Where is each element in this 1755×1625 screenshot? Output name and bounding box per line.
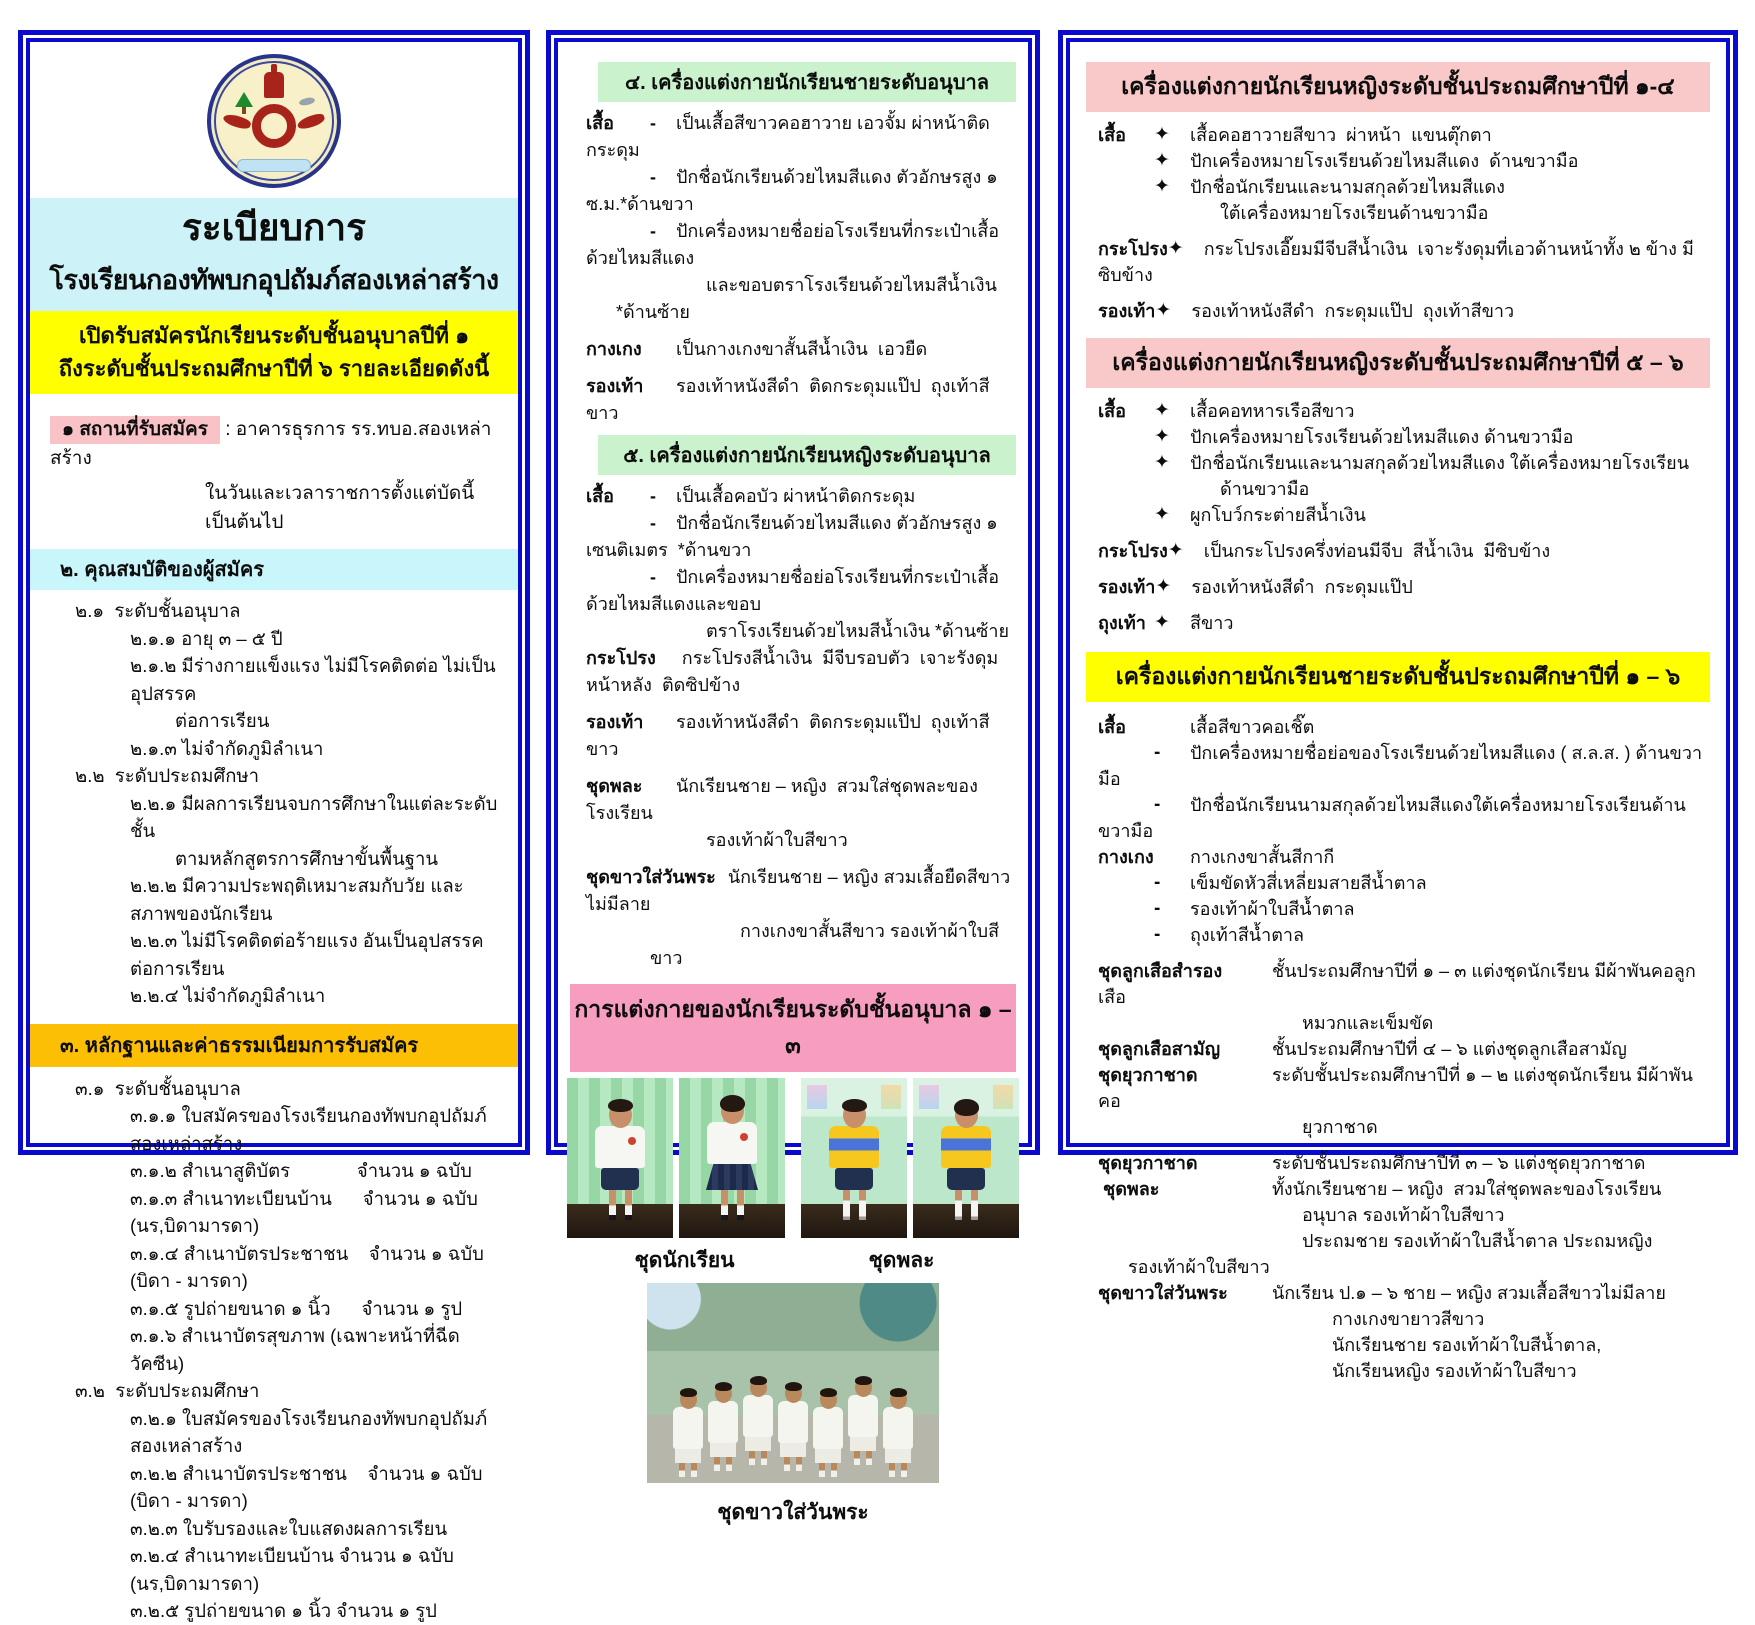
text-line: ชุดลูกเสือสำรอง ชั้นประถมศึกษาปีที่ ๑ – ๓ แต่งชุดนักเรียน มีผ้าพันคอลูกเสือ: [1098, 961, 1696, 1007]
logo-left-flourish: [222, 112, 252, 131]
text-line: ๓.๒.๓ ใบรับรองและใบแสดงผลการเรียน: [130, 1517, 448, 1539]
text-line: ๓.๑.๕ รูปถ่ายขนาด ๑ นิ้ว จำนวน ๑ รูป: [130, 1297, 463, 1319]
text-line: - เข็มขัดหัวสี่เหลี่ยมสายสีน้ำตาล: [1154, 872, 1427, 893]
section2-qualifications-list: [50, 597, 498, 1010]
kid-figure-boy-uniform: [595, 1102, 645, 1220]
announcement-line1: เปิดรับสมัครนักเรียนระดับชั้นอนุบาลปีที่ ๑: [78, 323, 470, 349]
kid-head: [843, 1102, 866, 1128]
kid-shirt: [707, 1122, 757, 1164]
text-line: ๓.๑.๓ สำเนาทะเบียนบ้าน จำนวน ๑ ฉบับ (นร,บิดามารดา): [130, 1187, 483, 1237]
section1-value2: ในวันและเวลาราชการตั้งแต่บัดนี้เป็นต้นไป: [205, 483, 475, 533]
section5-girl-kindergarten-list: [570, 483, 1016, 972]
text-line: กางเกง กางเกงขาสั้นสีกากี: [1098, 847, 1335, 867]
text-line: ตราโรงเรียนด้วยไหมสีน้ำเงิน *ด้านซ้าย: [706, 621, 1010, 641]
text-line: กางเกง เป็นกางเกงขาสั้นสีน้ำเงิน เอวยืด: [586, 339, 928, 359]
text-line: ๓.๑ ระดับชั้นอนุบาล: [75, 1077, 241, 1099]
section4-header: ๔. เครื่องแต่งกายนักเรียนชายระดับอนุบาล: [598, 62, 1016, 102]
logo-tree-icon: [235, 92, 253, 107]
caption-white-dress: ชุดขาวใส่วันพระ: [717, 1501, 869, 1524]
photo-school-uniform-boy: [567, 1078, 673, 1238]
text-line: กางเกงขาสั้นสีขาว รองเท้าผ้าใบสีขาว: [650, 921, 1000, 968]
logo-ring-ornament: [252, 104, 296, 148]
text-line: ชุดพละ นักเรียนชาย – หญิง สวมใส่ชุดพละของโรงเรียน: [586, 776, 978, 823]
text-line: เสื้อ ✦ เสื้อคอทหารเรือสีขาว: [1098, 400, 1355, 421]
kid-head: [609, 1102, 632, 1128]
text-line: - ปักชื่อนักเรียนด้วยไหมสีแดง ตัวอักษรสูง ๑ ซ.ม.*ด้านขวา: [586, 167, 1003, 214]
text-line: ถุงเท้า ✦ สีขาว: [1098, 612, 1234, 633]
kid-skirt: [706, 1164, 758, 1190]
kid-head: [721, 1098, 744, 1124]
kid-figure-boy-sport: [829, 1102, 879, 1220]
logo-crown-icon: [264, 72, 284, 98]
text-line: ✦ ปักชื่อนักเรียนและนามสกุลด้วยไหมสีแดง ใต้เครื่องหมายโรงเรียน: [1154, 452, 1690, 473]
logo-ribbon: [237, 159, 311, 172]
kid-sport-shirt: [829, 1126, 879, 1168]
text-line: รองเท้า รองเท้าหนังสีดำ ติดกระดุมแป๊ป ถุงเท้าสีขาว: [586, 376, 990, 423]
girls-p1-4-header: เครื่องแต่งกายนักเรียนหญิงระดับชั้นประถมศึกษาปีที่ ๑-๔: [1086, 62, 1710, 112]
text-line: หมวกและเข็มขัด: [1302, 1013, 1434, 1033]
text-line: กระโปรง✦ กระโปรงเอี๊ยมมีจีบสีน้ำเงิน เจาะรังดุมที่เอวด้านหน้าทั้ง ๒ ข้าง มีซิบข้าง: [1098, 238, 1694, 285]
text-line: รองเท้า✦ รองเท้าหนังสีดำ กระดุมแป๊ป ถุงเท้าสีขาว: [1098, 300, 1515, 321]
announcement-line2: ถึงระดับชั้นประถมศึกษาปีที่ ๖ รายละเอียดดังนี้: [58, 356, 490, 382]
text-line: - ปักชื่อนักเรียนด้วยไหมสีแดง ตัวอักษรสูง ๑ เซนติเมตร *ด้านขวา: [586, 513, 1003, 560]
logo-wrap: [50, 54, 498, 190]
text-line: ชุดพละ ทั้งนักเรียนชาย – หญิง สวมใส่ชุดพละของโรงเรียน: [1098, 1179, 1662, 1199]
school-name: โรงเรียนกองทัพบกอุปถัมภ์สองเหล่าสร้าง: [49, 265, 499, 296]
title-band: [30, 198, 518, 311]
kid-figure-girl-uniform: [706, 1098, 758, 1220]
kindergarten-dress-banner: การแต่งกายของนักเรียนระดับชั้นอนุบาล ๑ – ๓: [570, 984, 1016, 1072]
text-line: ๒.๒ ระดับประถมศึกษา: [75, 765, 259, 787]
text-line: ชุดลูกเสือสามัญ ชั้นประถมศึกษาปีที่ ๔ – ๖ แต่งชุดลูกเสือสามัญ: [1098, 1039, 1627, 1059]
text-line: เสื้อ ✦ เสื้อคอฮาวายสีขาว ผ่าหน้า แขนตุ๊กตา: [1098, 124, 1492, 145]
photo-white-dress-group: [647, 1283, 939, 1483]
text-line: ยุวกาชาด: [1302, 1117, 1378, 1137]
right-panel-inner: [1066, 38, 1730, 1381]
text-line: เสื้อ เสื้อสีขาวคอเชิ๊ต: [1098, 717, 1315, 737]
text-line: ด้านขวามือ: [1220, 479, 1310, 499]
kid-legs: [955, 1190, 978, 1220]
uniform-photo-row: [570, 1078, 1016, 1238]
kid-sport-shirt: [941, 1126, 991, 1168]
section1-label: ๑ สถานที่รับสมัคร: [50, 416, 220, 444]
special-uniform-list: [1086, 958, 1710, 1384]
text-line: รองเท้า✦ รองเท้าหนังสีดำ กระดุมแป๊ป: [1098, 576, 1413, 597]
text-line: ✦ ปักเครื่องหมายโรงเรียนด้วยไหมสีแดง ด้านขวามือ: [1154, 426, 1574, 447]
text-line: นักเรียนหญิง รองเท้าผ้าใบสีขาว: [1332, 1361, 1577, 1381]
girls-p1-4-list: [1086, 122, 1710, 324]
logo-right-flourish: [296, 112, 326, 131]
kid-shorts: [947, 1168, 985, 1190]
text-line: ๓.๒.๔ สำเนาทะเบียนบ้าน จำนวน ๑ ฉบับ (นร,บิดามารดา): [130, 1545, 460, 1594]
text-line: ต่อการเรียน: [175, 710, 270, 732]
section3-header: ๓. หลักฐานและค่าธรรมเนียมการรับสมัคร: [30, 1024, 518, 1067]
text-line: ๓.๑.๑ ใบสมัครของโรงเรียนกองทัพบกอุปถัมภ์สองเหล่าสร้าง: [130, 1105, 487, 1154]
text-line: ชุดขาวใส่วันพระ นักเรียนชาย – หญิง สวมเสื้อยืดสีขาวไม่มีลาย: [586, 867, 1011, 914]
section-application-place: [50, 416, 498, 537]
text-line: ๒.๑ ระดับชั้นอนุบาล: [75, 600, 241, 622]
text-line: - ถุงเท้าสีน้ำตาล: [1154, 924, 1305, 945]
section1-value: : อาคารธุรการ รร.ทบอ.สองเหล่าสร้าง: [50, 419, 492, 469]
text-line: - ปักเครื่องหมายชื่อย่อโรงเรียนที่กระเป๋าเสื้อด้วยไหมสีแดง: [586, 221, 1000, 268]
text-line: ✦ ผูกโบว์กระต่ายสีน้ำเงิน: [1154, 504, 1366, 525]
text-line: - รองเท้าผ้าใบสีน้ำตาล: [1154, 898, 1355, 919]
left-panel-inner: [26, 38, 522, 1622]
text-line: ชุดยุวกาชาด ระดับชั้นประถมศึกษาปีที่ ๓ – ๖ แต่งชุดยุวกาชาด: [1098, 1153, 1646, 1173]
text-line: ๓.๒ ระดับประถมศึกษา: [75, 1380, 260, 1402]
text-line: ๒.๒.๓ ไม่มีโรคติดต่อร้ายแรง อันเป็นอุปสรรคต่อการเรียน: [130, 930, 484, 979]
text-line: - ปักชื่อนักเรียนนามสกุลด้วยไหมสีแดงใต้เครื่องหมายโรงเรียนด้านขวามือ: [1098, 794, 1686, 841]
text-line: ๓.๑.๔ สำเนาบัตรประชาชน จำนวน ๑ ฉบับ (บิดา - มารดา): [130, 1242, 490, 1292]
school-logo: [207, 54, 341, 188]
text-line: - ปักเครื่องหมายชื่อย่อของโรงเรียนด้วยไหมสีแดง ( ส.ล.ส. ) ด้านขวามือ: [1098, 742, 1703, 789]
section5-header: ๕. เครื่องแต่งกายนักเรียนหญิงระดับอนุบาล: [598, 435, 1016, 475]
text-line: รองเท้า รองเท้าหนังสีดำ ติดกระดุมแป๊ป ถุงเท้าสีขาว: [586, 712, 990, 759]
text-line: และขอบตราโรงเรียนด้วยไหมสีน้ำเงิน *ด้านซ้าย: [616, 275, 1002, 322]
page-title: ระเบียบการ: [181, 207, 367, 248]
girls-p5-6-list: [1086, 398, 1710, 636]
text-line: เสื้อ - เป็นเสื้อคอบัว ผ่าหน้าติดกระดุม: [586, 486, 916, 506]
logo-tree-trunk: [242, 107, 246, 114]
photo-sport-uniform-girl: [913, 1078, 1019, 1238]
photo-school-uniform-girl: [679, 1078, 785, 1238]
text-line: กระโปรง กระโปรงสีน้ำเงิน มีจีบรอบตัว เจาะรังดุมหน้าหลัง ติดซิปข้าง: [586, 648, 999, 695]
right-panel: [1058, 30, 1738, 1381]
text-line: ใต้เครื่องหมายโรงเรียนด้านขวามือ: [1220, 203, 1489, 223]
middle-panel-inner: [554, 38, 1032, 1524]
boys-p1-6-header: เครื่องแต่งกายนักเรียนชายระดับชั้นประถมศึกษาปีที่ ๑ – ๖: [1086, 652, 1710, 702]
text-line: ประถมชาย รองเท้าผ้าใบสีน้ำตาล ประถมหญิง รองเท้าผ้าใบสีขาว: [1128, 1231, 1658, 1277]
photo-sport-uniform-boy: [801, 1078, 907, 1238]
text-line: ๒.๑.๓ ไม่จำกัดภูมิลำเนา: [130, 737, 324, 759]
text-line: อนุบาล รองเท้าผ้าใบสีขาว: [1302, 1205, 1505, 1225]
section4-boy-kindergarten-list: [570, 110, 1016, 427]
text-line: ๓.๑.๖ สำเนาบัตรสุขภาพ (เฉพาะหน้าที่ฉีดวัคซีน): [130, 1325, 460, 1374]
section2-header: ๒. คุณสมบัติของผู้สมัคร: [30, 549, 518, 590]
group-kids: [647, 1378, 939, 1477]
text-line: ๒.๑.๒ มีร่างกายแข็งแรง ไม่มีโรคติดต่อ ไม่เป็นอุปสรรค: [130, 655, 496, 704]
logo-bird-icon: [298, 96, 315, 106]
left-panel: [18, 30, 530, 1622]
kid-shorts: [601, 1168, 639, 1190]
kid-shorts: [835, 1168, 873, 1190]
middle-panel: [546, 30, 1040, 1524]
text-line: ๒.๑.๑ อายุ ๓ – ๕ ปี: [130, 627, 283, 649]
text-line: ✦ ปักเครื่องหมายโรงเรียนด้วยไหมสีแดง ด้านขวามือ: [1154, 150, 1579, 171]
text-line: กางเกงขายาวสีขาว: [1332, 1309, 1485, 1329]
text-line: รองเท้าผ้าใบสีขาว: [706, 830, 848, 850]
text-line: ๒.๒.๒ มีความประพฤติเหมาะสมกับวัย และสภาพของนักเรียน: [130, 875, 464, 924]
group-photo-wrap: [570, 1283, 1016, 1529]
text-line: ๓.๒.๑ ใบสมัครของโรงเรียนกองทัพบกอุปถัมภ์สองเหล่าสร้าง: [130, 1407, 488, 1457]
photo-captions: [576, 1244, 1010, 1277]
girls-p5-6-header: เครื่องแต่งกายนักเรียนหญิงระดับชั้นประถมศึกษาปีที่ ๕ – ๖: [1086, 338, 1710, 388]
caption-school-uniform: ชุดนักเรียน: [634, 1249, 735, 1272]
text-line: เสื้อ - เป็นเสื้อสีขาวคอฮาวาย เอวจั้ม ผ่าหน้าติดกระดุม: [586, 113, 990, 160]
boys-p1-6-list: [1086, 714, 1710, 948]
text-line: ✦ ปักชื่อนักเรียนและนามสกุลด้วยไหมสีแดง: [1154, 176, 1505, 197]
kid-head: [955, 1102, 978, 1128]
text-line: นักเรียนชาย รองเท้าผ้าใบสีน้ำตาล,: [1332, 1335, 1602, 1355]
text-line: ๒.๒.๔ ไม่จำกัดภูมิลำเนา: [130, 985, 326, 1007]
text-line: - ปักเครื่องหมายชื่อย่อโรงเรียนที่กระเป๋าเสื้อด้วยไหมสีแดงและขอบ: [586, 567, 1000, 614]
kid-legs: [609, 1190, 632, 1220]
text-line: ๓.๒.๕ รูปถ่ายขนาด ๑ นิ้ว จำนวน ๑ รูป: [130, 1600, 437, 1622]
kid-shirt: [595, 1126, 645, 1168]
kid-figure-girl-sport: [941, 1102, 991, 1220]
text-line: ตามหลักสูตรการศึกษาขั้นพื้นฐาน: [175, 847, 439, 869]
text-line: ๓.๑.๒ สำเนาสูติบัตร จำนวน ๑ ฉบับ: [130, 1160, 472, 1182]
caption-sport-uniform: ชุดพละ: [868, 1249, 935, 1272]
text-line: ๒.๒.๑ มีผลการเรียนจบการศึกษาในแต่ละระดับชั้น: [130, 792, 498, 842]
section3-documents-list: [50, 1075, 498, 1625]
special-uniform-list-wrap: [1086, 958, 1710, 1384]
text-line: ๓.๒.๒ สำเนาบัตรประชาชน จำนวน ๑ ฉบับ (บิดา - มารดา): [130, 1462, 488, 1512]
text-line: ชุดขาวใส่วันพระ นักเรียน ป.๑ – ๖ ชาย – หญิง สวมเสื้อสีขาวไม่มีลาย: [1098, 1283, 1666, 1303]
text-line: กระโปรง✦ เป็นกระโปรงครึ่งท่อนมีจีบ สีน้ำเงิน มีซิบข้าง: [1098, 540, 1551, 561]
kid-legs: [721, 1190, 744, 1220]
kid-legs: [843, 1190, 866, 1220]
announcement-band: [30, 311, 518, 394]
text-line: ชุดยุวกาชาด ระดับชั้นประถมศึกษาปีที่ ๑ – ๒ แต่งชุดนักเรียน มีผ้าพันคอ: [1098, 1065, 1693, 1111]
